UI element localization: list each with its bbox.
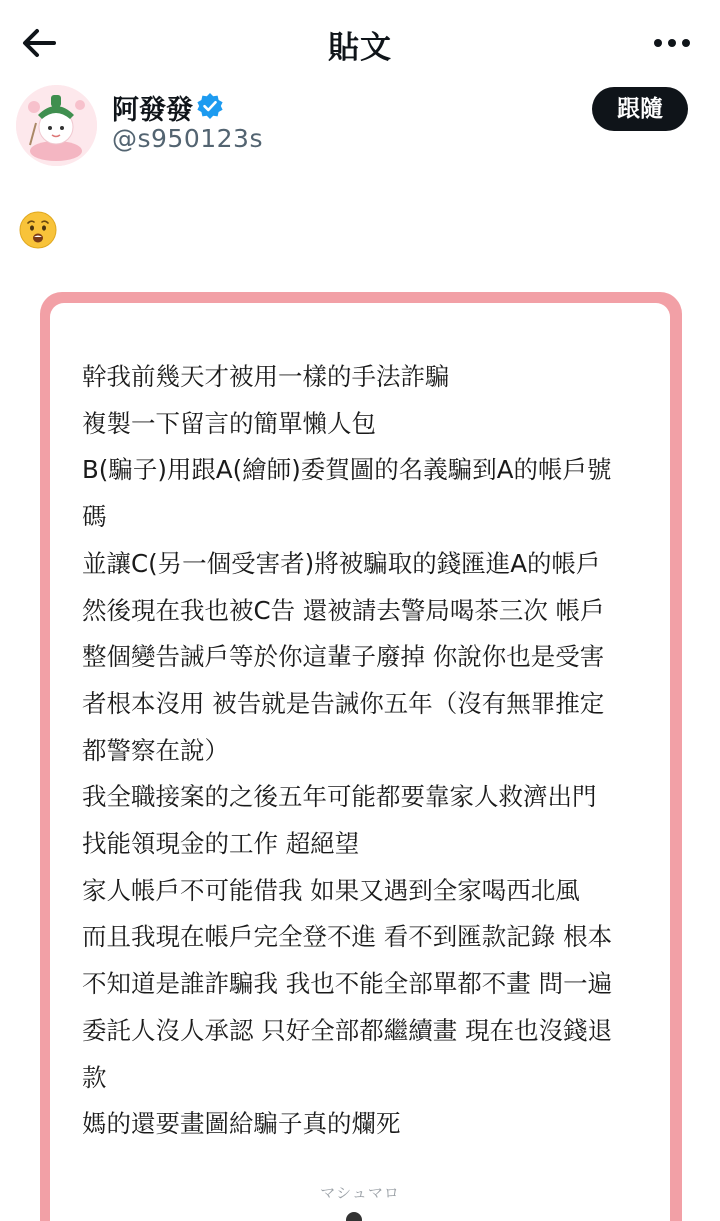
card-line: 委託人沒人承認 只好全部都繼續畫 現在也沒錢退 [82,1015,613,1045]
card-line: 媽的還要畫圖給騙子真的爛死 [82,1109,401,1139]
author-name[interactable]: 阿發發 [112,95,193,126]
card-line: 家人帳戶不可能借我 如果又遇到全家喝西北風 [82,875,580,905]
question-card-text [82,354,642,1148]
page-title: 貼文 [328,30,392,66]
card-line: 複製一下留言的簡單懶人包 [82,408,376,438]
card-line: 找能領現金的工作 超絕望 [82,829,360,859]
card-line: 然後現在我也被C告 還被請去警局喝茶三次 帳戶 [82,595,605,625]
verified-badge-icon [196,92,224,120]
card-line: 而且我現在帳戶完全登不進 看不到匯款記錄 根本 [82,922,613,952]
anguished-face-emoji-icon [18,210,58,250]
author-handle[interactable]: @s950123s [112,124,263,153]
card-line: 都警察在說） [82,735,229,765]
scroll-indicator-dot [346,1212,362,1221]
top-bar [0,0,720,86]
card-line: 並讓C(另一個受害者)將被騙取的錢匯進A的帳戶 [82,548,601,578]
card-line: 碼 [82,502,107,532]
more-options-icon[interactable] [650,26,694,60]
marshmallow-watermark: マシュマロ [320,1184,400,1202]
card-line: 整個變告誡戶等於你這輩子廢掉 你說你也是受害 [82,642,605,672]
card-line: 不知道是誰詐騙我 我也不能全部單都不畫 問一遍 [82,969,613,999]
card-line: B(騙子)用跟A(繪師)委賀圖的名義騙到A的帳戶號 [82,455,612,485]
card-line: 幹我前幾天才被用一樣的手法詐騙 [82,362,450,391]
avatar[interactable] [16,85,97,166]
card-line: 款 [82,1062,107,1092]
follow-button[interactable]: 跟隨 [592,87,688,131]
card-line: 者根本沒用 被告就是告誡你五年（沒有無罪推定 [82,688,605,718]
card-line: 我全職接案的之後五年可能都要靠家人救濟出門 [82,782,597,812]
